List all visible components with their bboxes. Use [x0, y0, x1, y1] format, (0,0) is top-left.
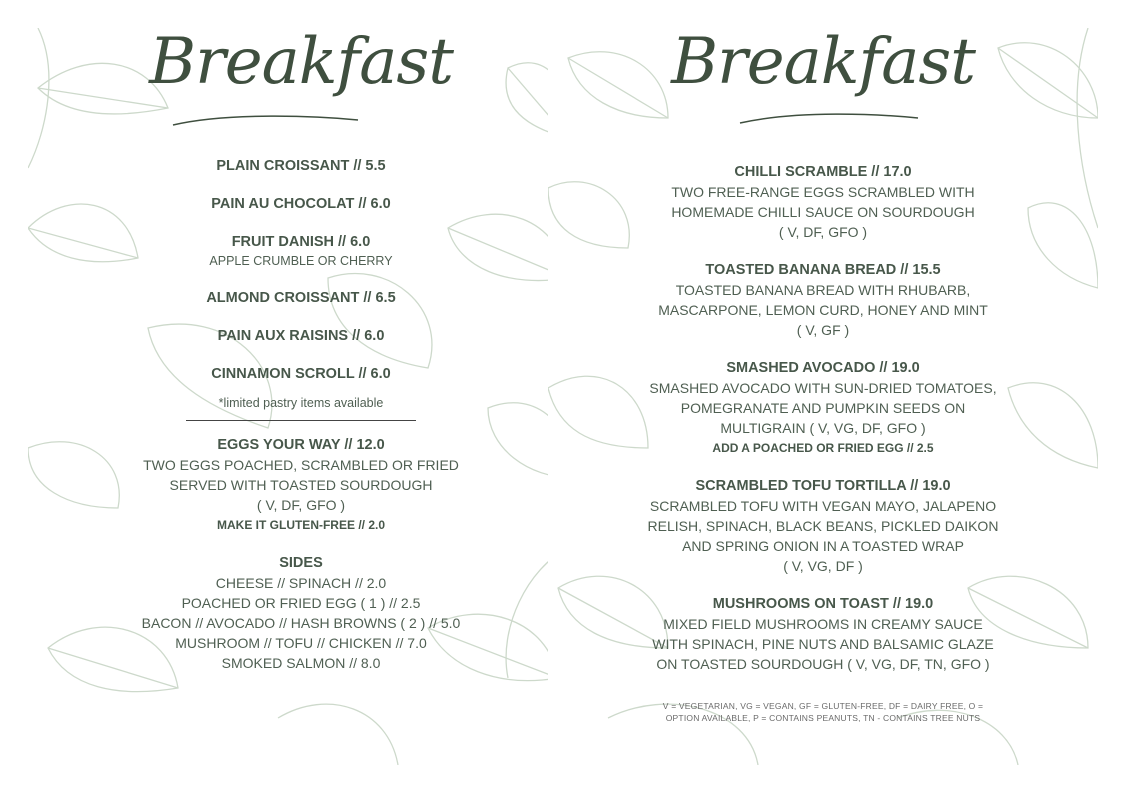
item-heading: MUSHROOMS ON TOAST // 19.0	[712, 596, 934, 612]
menu-item	[28, 326, 574, 346]
item-description: SMASHED AVOCADO WITH SUN-DRIED TOMATOES,	[649, 380, 997, 396]
item-description: ( V, DF, GFO )	[256, 497, 346, 513]
menu-item	[548, 476, 1098, 576]
item-description: MASCARPONE, LEMON CURD, HONEY AND MINT	[658, 302, 988, 318]
side-line: BACON // AVOCADO // HASH BROWNS ( 2 ) // 5.0	[141, 615, 461, 631]
right-menu-content	[548, 162, 1098, 692]
menu-title: Breakfast	[671, 28, 975, 99]
item-heading: ALMOND CROISSANT // 6.5	[206, 290, 396, 306]
item-heading: FRUIT DANISH // 6.0	[231, 234, 371, 250]
menu-item	[548, 260, 1098, 340]
menu-item	[28, 364, 574, 384]
pastry-note: *limited pastry items available	[218, 396, 384, 410]
legend-line: OPTION AVAILABLE, P = CONTAINS PEANUTS, TN - CONTAINS TREE NUTS	[665, 713, 981, 723]
menu-item	[28, 288, 574, 308]
item-description: MULTIGRAIN ( V, VG, DF, GFO )	[720, 420, 926, 436]
menu-item	[548, 358, 1098, 458]
menu-item	[28, 156, 574, 176]
item-description: TOASTED BANANA BREAD WITH RHUBARB,	[675, 282, 971, 298]
section-divider	[186, 420, 416, 421]
section-heading: SIDES	[279, 555, 323, 571]
item-heading: SCRAMBLED TOFU TORTILLA // 19.0	[695, 478, 951, 494]
item-description: AND SPRING ONION IN A TOASTED WRAP	[682, 538, 964, 554]
item-description: ( V, VG, DF )	[783, 558, 863, 574]
item-heading: CHILLI SCRAMBLE // 17.0	[734, 164, 912, 180]
menu-item	[28, 194, 574, 214]
item-description: ( V, GF )	[796, 322, 850, 338]
side-line: POACHED OR FRIED EGG ( 1 ) // 2.5	[181, 595, 421, 611]
menu-page-left	[28, 28, 574, 765]
item-description: TWO EGGS POACHED, SCRAMBLED OR FRIED	[143, 457, 459, 473]
item-description: POMEGRANATE AND PUMPKIN SEEDS ON	[680, 400, 966, 416]
side-line: CHEESE // SPINACH // 2.0	[215, 575, 387, 591]
item-heading: TOASTED BANANA BREAD // 15.5	[705, 262, 941, 278]
menu-item	[548, 162, 1098, 242]
item-heading: EGGS YOUR WAY // 12.0	[217, 437, 385, 453]
sides-section	[28, 553, 574, 673]
item-description: TWO FREE-RANGE EGGS SCRAMBLED WITH	[671, 184, 975, 200]
menu-item	[548, 594, 1098, 674]
menu-item	[28, 232, 574, 270]
side-line: MUSHROOM // TOFU // CHICKEN // 7.0	[175, 635, 427, 651]
item-heading: PLAIN CROISSANT // 5.5	[216, 158, 386, 174]
item-heading: PAIN AUX RAISINS // 6.0	[217, 328, 385, 344]
item-addon: ADD A POACHED OR FRIED EGG // 2.5	[712, 441, 934, 455]
item-description: APPLE CRUMBLE OR CHERRY	[209, 254, 393, 268]
item-description: MIXED FIELD MUSHROOMS IN CREAMY SAUCE	[663, 616, 983, 632]
item-heading: SMASHED AVOCADO // 19.0	[726, 360, 920, 376]
menu-page-right	[548, 28, 1098, 765]
dietary-legend	[548, 700, 1098, 724]
item-description: WITH SPINACH, PINE NUTS AND BALSAMIC GLAZE	[652, 636, 994, 652]
item-description: RELISH, SPINACH, BLACK BEANS, PICKLED DAIKON	[647, 518, 999, 534]
item-heading: PAIN AU CHOCOLAT // 6.0	[211, 196, 391, 212]
legend-line: V = VEGETARIAN, VG = VEGAN, GF = GLUTEN-FREE, DF = DAIRY FREE, O =	[662, 701, 984, 711]
item-heading: CINNAMON SCROLL // 6.0	[211, 366, 391, 382]
item-description: HOMEMADE CHILLI SAUCE ON SOURDOUGH	[671, 204, 975, 220]
side-line: SMOKED SALMON // 8.0	[221, 655, 381, 671]
item-description: ON TOASTED SOURDOUGH ( V, VG, DF, TN, GFO )	[656, 656, 990, 672]
item-description: SCRAMBLED TOFU WITH VEGAN MAYO, JALAPENO	[649, 498, 997, 514]
item-addon: MAKE IT GLUTEN-FREE // 2.0	[216, 518, 385, 532]
item-description: ( V, DF, GFO )	[778, 224, 868, 240]
menu-item	[28, 435, 574, 535]
item-description: SERVED WITH TOASTED SOURDOUGH	[169, 477, 433, 493]
left-menu-content	[28, 156, 574, 691]
menu-title: Breakfast	[149, 28, 453, 99]
